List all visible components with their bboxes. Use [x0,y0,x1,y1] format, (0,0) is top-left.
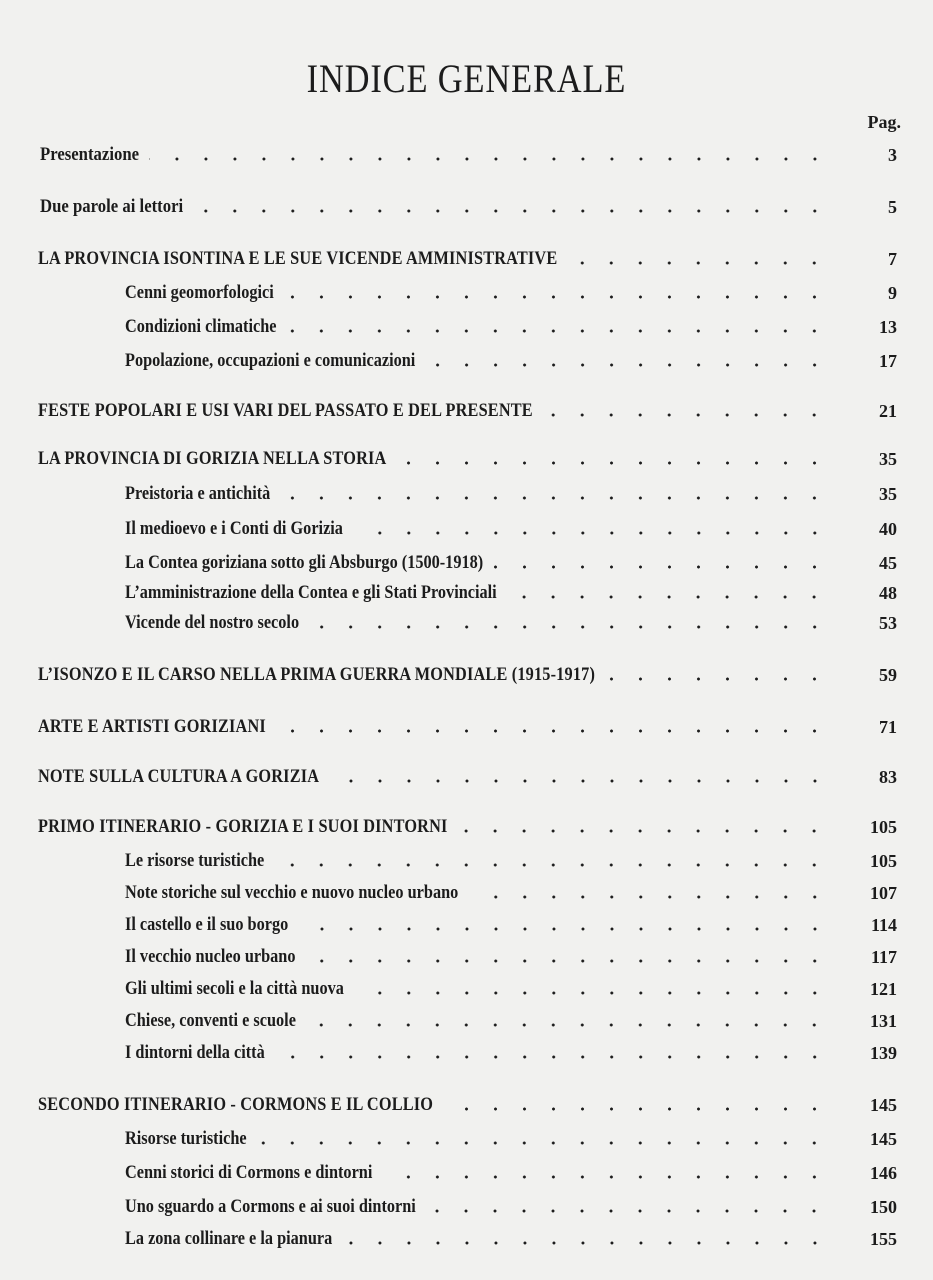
toc-page-number: 45 [879,553,897,573]
toc-page-number: 7 [888,249,897,269]
dot-leader [443,1106,829,1112]
toc-page-number: 40 [879,519,897,539]
dot-leader [425,1208,829,1214]
toc-subentry[interactable] [0,1038,933,1064]
toc-subentry[interactable] [0,846,933,872]
page-title: INDICE GENERALE [306,55,627,101]
toc-page-number: 35 [879,484,897,504]
dot-leader [382,1174,829,1180]
toc-subentry[interactable] [0,942,933,968]
toc-entry-title: Condizioni climatiche [125,317,277,337]
toc-subentry[interactable] [0,514,933,540]
toc-entry-title: Due parole ai lettori [40,196,184,217]
dot-leader [506,594,829,600]
toc-entry-title: L’ISONZO E IL CARSO NELLA PRIMA GUERRA MONDIALE (1915-1917) [38,665,596,685]
toc-entry-title: PRIMO ITINERARIO - GORIZIA E I SUOI DINTORNI [38,817,448,837]
toc-entry-title: LA PROVINCIA DI GORIZIA NELLA STORIA [38,449,387,469]
dot-leader [343,1240,829,1246]
toc-subentry[interactable] [0,1124,933,1150]
toc-entry[interactable] [0,192,933,218]
toc-entry-title: Preistoria e antichità [125,484,271,504]
dot-leader [605,676,829,682]
toc-page-number: 83 [879,767,897,787]
toc-page-number: 59 [879,665,897,685]
toc-page-number: 139 [870,1043,897,1063]
toc-page-number: 155 [870,1229,897,1249]
dot-leader [567,260,829,266]
toc-entry-title: LA PROVINCIA ISONTINA E LE SUE VICENDE AMMINISTRATIVE [38,249,558,269]
dot-leader [256,1140,829,1146]
dot-leader [330,778,829,784]
toc-page-number: 131 [870,1011,897,1031]
toc-entry[interactable] [0,762,933,788]
toc-subentry[interactable] [0,1158,933,1184]
toc-entry-title: SECONDO ITINERARIO - CORMONS E IL COLLIO [38,1095,434,1115]
toc-entry-title: La zona collinare e la pianura [125,1229,333,1249]
toc-entry-title: La Contea goriziana sotto gli Absburgo (1500-1918) [125,553,484,573]
dot-leader [354,990,829,996]
toc-entry-title: ARTE E ARTISTI GORIZIANI [38,717,266,737]
toc-entry-title: Cenni geomorfologici [125,283,274,303]
toc-entry-title: FESTE POPOLARI E USI VARI DEL PASSATO E DEL PRESENTE [38,401,533,421]
page-column-header: Pag. [867,112,901,132]
toc-page-number: 145 [870,1129,897,1149]
dot-leader [457,828,829,834]
dot-leader [425,362,829,368]
toc-page-number: 48 [879,583,897,603]
toc-entry-title: Uno sguardo a Cormons e ai suoi dintorni [125,1197,416,1217]
toc-subentry[interactable] [0,1006,933,1032]
toc-subentry[interactable] [0,312,933,338]
toc-entry-title: Risorse turistiche [125,1129,247,1149]
toc-entry[interactable] [0,712,933,738]
toc-page-number: 114 [870,915,897,935]
toc-page-number: 35 [879,449,897,469]
dot-leader [396,460,829,466]
toc-entry-title: Popolazione, occupazioni e comunicazioni [125,351,416,371]
toc-subentry[interactable] [0,278,933,304]
dot-leader [543,412,829,418]
dot-leader [149,156,829,162]
dot-leader [286,328,829,334]
toc-subentry[interactable] [0,548,933,574]
toc-entry[interactable] [0,1090,933,1116]
toc-page-number: 5 [888,197,897,217]
dot-leader [280,495,829,501]
toc-subentry[interactable] [0,1224,933,1250]
toc-entry-title: I dintorni della città [125,1043,265,1063]
toc-entry-title: Note storiche sul vecchio e nuovo nucleo urbano [125,883,459,903]
dot-leader [275,1054,829,1060]
toc-subentry[interactable] [0,1192,933,1218]
toc-page-number: 146 [870,1163,897,1183]
dot-leader [309,624,829,630]
toc-page-number: 71 [879,717,897,737]
toc-page-number: 150 [870,1197,897,1217]
dot-leader [193,208,829,214]
toc-entry-title: Chiese, conventi e scuole [125,1011,296,1031]
toc-page-number: 121 [870,979,897,999]
dot-leader [493,564,829,570]
toc-entry[interactable] [0,140,933,166]
toc-page-number: 13 [879,317,897,337]
toc-page-number: 105 [870,851,897,871]
dot-leader [284,294,829,300]
toc-entry-title: Cenni storici di Cormons e dintorni [125,1163,373,1183]
toc-subentry[interactable] [0,910,933,936]
toc-page-number: 3 [888,145,897,165]
toc-page-number: 105 [870,817,897,837]
toc-entry[interactable] [0,244,933,270]
dot-leader [299,926,829,932]
toc-page-number: 53 [879,613,897,633]
toc-entry-title: NOTE SULLA CULTURA A GORIZIA [38,767,320,787]
toc-page-number: 21 [879,401,897,421]
dot-leader [469,894,829,900]
toc-entry[interactable] [0,812,933,838]
toc-entry-title: Vicende del nostro secolo [125,613,300,633]
toc-page-number: 9 [888,283,897,303]
toc-page-number: 107 [870,883,897,903]
toc-entry-title: Presentazione [40,144,140,165]
toc-entry-title: L’amministrazione della Contea e gli Stati Provinciali [125,583,497,603]
toc-subentry[interactable] [0,346,933,372]
toc-subentry[interactable] [0,878,933,904]
dot-leader [274,862,829,868]
toc-subentry[interactable] [0,479,933,505]
toc-entry-title: Le risorse turistiche [125,851,265,871]
toc-subentry[interactable] [0,608,933,634]
toc-page-number: 17 [879,351,897,371]
toc-page-number: 145 [870,1095,897,1115]
toc-entry-title: Il vecchio nucleo urbano [125,947,296,967]
dot-leader [306,1022,829,1028]
toc-entry[interactable] [0,660,933,686]
toc-page-number: 117 [870,947,897,967]
toc-entry[interactable] [0,444,933,470]
dot-leader [306,958,829,964]
dot-leader [353,530,829,536]
toc-subentry[interactable] [0,974,933,1000]
toc-entry-title: Il medioevo e i Conti di Gorizia [125,519,343,539]
toc-entry-title: Gli ultimi secoli e la città nuova [125,979,344,999]
toc-subentry[interactable] [0,578,933,604]
toc-entry[interactable] [0,396,933,422]
dot-leader [276,728,829,734]
toc-entry-title: Il castello e il suo borgo [125,915,289,935]
